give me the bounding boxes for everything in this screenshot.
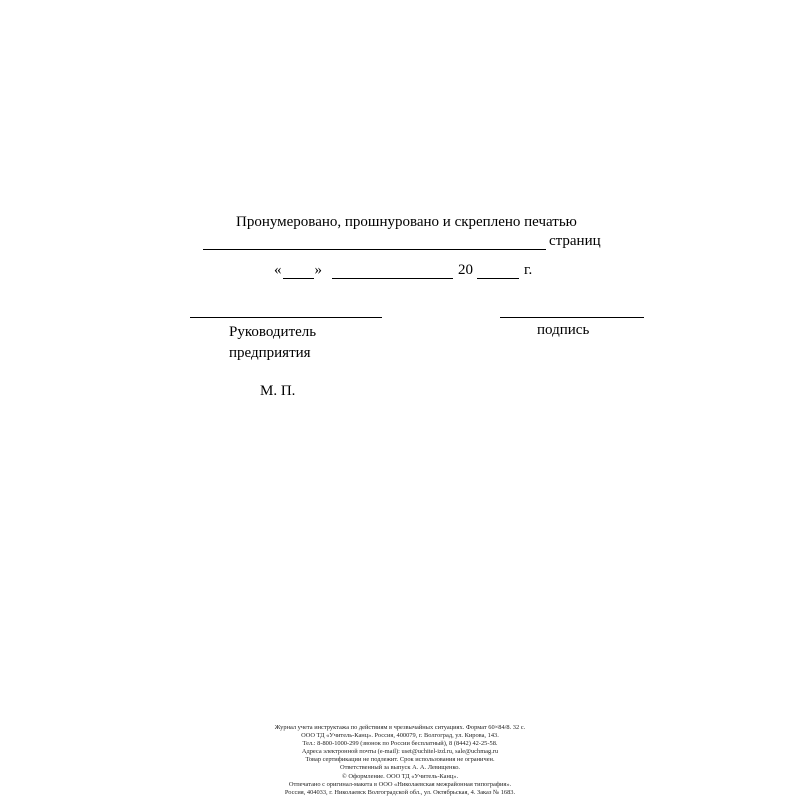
month-blank-line — [332, 264, 453, 279]
imprint-line: Адреса электронной почты (e-mail): uset@uchitel-izd.ru, sale@uchmag.ru — [301, 748, 499, 756]
head-label-line2: предприятия — [229, 345, 311, 361]
publisher-imprint — [200, 724, 600, 797]
imprint-line: Ответственный за выпуск А. А. Левищенко. — [339, 764, 461, 772]
imprint-line: Россия, 404033, г. Николаевск Волгоградской обл., ул. Октябрьская, 4. Заказ № 1683. — [284, 788, 516, 796]
year-prefix: 20 — [458, 262, 473, 278]
imprint-line: Отпечатано с оригинал-макета в ООО «Николаевская межрайонная типография». — [288, 780, 512, 788]
date-row — [274, 262, 532, 279]
pages-word: страниц — [549, 233, 601, 249]
year-blank-line — [477, 264, 519, 279]
head-label-line1: Руководитель — [229, 324, 317, 340]
date-close-quote: » — [314, 262, 322, 278]
date-open-quote: « — [274, 262, 282, 278]
pages-count-row — [203, 233, 601, 250]
pages-count-blank-line — [203, 233, 546, 250]
imprint-line: Тел.: 8-800-1000-299 (звонок по России бесплатный), 8 (8442) 42-25-58. — [302, 740, 498, 748]
head-of-enterprise-label — [229, 322, 316, 364]
signature-line — [500, 317, 644, 318]
day-blank-line — [283, 264, 314, 279]
year-suffix: г. — [524, 262, 533, 278]
stamp-place-label: М. П. — [260, 383, 296, 399]
head-signature-line — [190, 317, 382, 318]
imprint-line: © Оформление. ООО ТД «Учитель-Канц». — [341, 772, 459, 780]
imprint-line: Журнал учета инструктажа по действиям в чрезвычайных ситуациях. Формат 60×84/8. 32 с. — [274, 724, 526, 731]
imprint-line: Товар сертификации не подлежит. Срок использования не ограничен. — [305, 756, 495, 764]
imprint-line: ООО ТД «Учитель-Канц». Россия, 400079, г. Волгоград, ул. Кирова, 143. — [301, 732, 499, 740]
signature-label: подпись — [537, 322, 590, 338]
certification-text: Пронумеровано, прошнуровано и скреплено печатью — [236, 214, 577, 230]
